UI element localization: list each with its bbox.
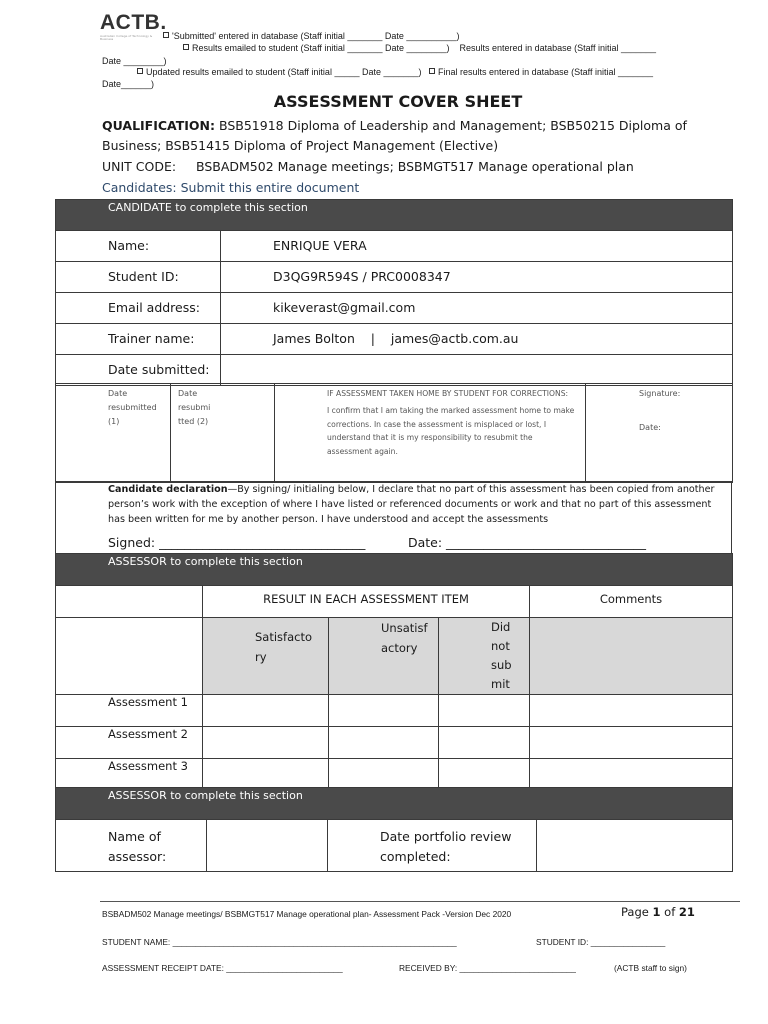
office-line-3: Date ________) <box>102 56 167 66</box>
student-name-line[interactable]: STUDENT NAME: _____________________________________________________________ <box>102 937 457 947</box>
assessment-3-label: Assessment 3 <box>56 759 203 791</box>
assessment-3-did-not-submit[interactable] <box>439 759 530 791</box>
signature-label: Signature: <box>639 389 681 398</box>
take-home-cell <box>275 384 586 483</box>
comments-subheader-cell <box>530 618 733 695</box>
date-submitted-label: Date submitted: <box>56 355 221 386</box>
resubmitted-1-cell[interactable]: Date resubmitted (1) <box>56 384 171 483</box>
assessment-3-comments[interactable] <box>530 759 733 791</box>
assessment-1-satisfactory[interactable] <box>203 695 329 727</box>
checkbox-icon <box>137 68 143 74</box>
email-label: Email address: <box>56 293 221 324</box>
resubmit-date-label: Date: <box>639 423 661 432</box>
signed-line[interactable]: Signed: _________________________________ <box>108 535 366 550</box>
candidate-table <box>55 199 733 386</box>
trainer-value[interactable]: James Bolton | james@actb.com.au <box>221 324 733 355</box>
trainer-label: Trainer name: <box>56 324 221 355</box>
footer-unit-text: BSBADM502 Manage meetings/ BSBMGT517 Manage operational plan- Assessment Pack -Version Dec 2020 <box>102 909 512 919</box>
student-id-line[interactable]: STUDENT ID: ________________ <box>536 937 666 947</box>
did-not-submit-header: Did not sub mit <box>439 618 530 695</box>
assessment-2-comments[interactable] <box>530 727 733 759</box>
review-date-label: Date portfolio review completed: <box>328 820 537 872</box>
page-number: Page 1 of 21 <box>621 905 695 919</box>
table-row <box>56 727 733 759</box>
take-home-title: IF ASSESSMENT TAKEN HOME BY STUDENT FOR CORRECTIONS: <box>327 389 569 398</box>
signature-cell[interactable] <box>586 384 733 483</box>
assessor-name-value[interactable] <box>207 820 328 872</box>
assessment-3-unsatisfactory[interactable] <box>329 759 439 791</box>
student-id-label: Student ID: <box>56 262 221 293</box>
unit-code-line: UNIT CODE: BSBADM502 Manage meetings; BSBMGT517 Manage operational plan <box>102 159 634 174</box>
assessment-1-comments[interactable] <box>530 695 733 727</box>
comments-header: Comments <box>530 586 733 618</box>
actb-logo <box>100 11 167 42</box>
receipt-date-line[interactable]: ASSESSMENT RECEIPT DATE: _________________________ <box>102 963 343 973</box>
satisfactory-header: Satisfacto ry <box>203 618 329 695</box>
table-row <box>56 759 733 791</box>
candidate-section-header: CANDIDATE to complete this section <box>56 200 733 231</box>
assessment-3-satisfactory[interactable] <box>203 759 329 791</box>
received-by-line[interactable]: RECEIVED BY: _________________________ <box>399 963 576 973</box>
declaration-date-line[interactable]: Date: ________________________________ <box>408 535 647 550</box>
blank-subheader-cell <box>56 618 203 695</box>
assessment-2-did-not-submit[interactable] <box>439 727 530 759</box>
resubmit-table <box>55 383 733 483</box>
email-value[interactable]: kikeverast@gmail.com <box>221 293 733 324</box>
office-line-1: 'Submitted' entered in database (Staff initial _______ Date __________) <box>163 30 459 42</box>
logo-text: ACTB. <box>100 11 167 34</box>
staff-sign-note: (ACTB staff to sign) <box>614 963 687 973</box>
assessment-2-unsatisfactory[interactable] <box>329 727 439 759</box>
student-id-value[interactable]: D3QG9R594S / PRC0008347 <box>221 262 733 293</box>
qualification-line-1: QUALIFICATION: BSB51918 Diploma of Leadership and Management; BSB50215 Diploma of <box>102 118 687 133</box>
qualification-line-2: Business; BSB51415 Diploma of Project Management (Elective) <box>102 138 499 153</box>
assessor-section-header: ASSESSOR to complete this section <box>56 554 733 586</box>
result-header: RESULT IN EACH ASSESSMENT ITEM <box>203 586 530 618</box>
checkbox-icon <box>183 44 189 50</box>
assessor-table <box>55 553 733 791</box>
assessor-section-2-header: ASSESSOR to complete this section <box>56 788 733 820</box>
date-submitted-value[interactable] <box>221 355 733 386</box>
assessment-2-satisfactory[interactable] <box>203 727 329 759</box>
name-label: Name: <box>56 231 221 262</box>
review-date-value[interactable] <box>537 820 733 872</box>
blank-header-cell <box>56 586 203 618</box>
office-line-2: Results emailed to student (Staff initial _______ Date ________) Results entered in database (Staff initial _______ <box>183 42 656 54</box>
checkbox-icon <box>163 32 169 38</box>
checkbox-icon <box>429 68 435 74</box>
footer-divider <box>100 901 740 902</box>
office-line-4: Updated results emailed to student (Staff initial _____ Date _______) Final results entered in database (Staff initial _______ <box>137 66 653 78</box>
assessment-1-did-not-submit[interactable] <box>439 695 530 727</box>
office-line-5: Date______) <box>102 79 155 89</box>
take-home-body: I confirm that I am taking the marked assessment home to make corrections. In case the assessment is misplaced or lost, I understand that it is my responsibility to resubmit the assessment again. <box>327 406 575 456</box>
declaration-text: Candidate declaration—By signing/ initialing below, I declare that no part of this assessment has been copied from another person’s work with the exception of where I have listed or referenced documents or work and that no part of this assessment has been written for me by another person. I have understood and accept the assessments <box>108 484 715 525</box>
candidates-note: Candidates: Submit this entire document <box>102 180 360 195</box>
assessor-name-label: Name of assessor: <box>56 820 207 872</box>
logo-tagline: Australian College of Technology & Business <box>100 34 153 41</box>
name-value[interactable]: ENRIQUE VERA <box>221 231 733 262</box>
assessment-1-label: Assessment 1 <box>56 695 203 727</box>
resubmitted-2-cell[interactable]: Date resubmi tted (2) <box>171 384 275 483</box>
assessor-review-table <box>55 787 733 872</box>
unsatisfactory-header: Unsatisf actory <box>329 618 439 695</box>
table-row <box>56 695 733 727</box>
assessment-2-label: Assessment 2 <box>56 727 203 759</box>
page-title: ASSESSMENT COVER SHEET <box>273 92 523 111</box>
assessment-1-unsatisfactory[interactable] <box>329 695 439 727</box>
